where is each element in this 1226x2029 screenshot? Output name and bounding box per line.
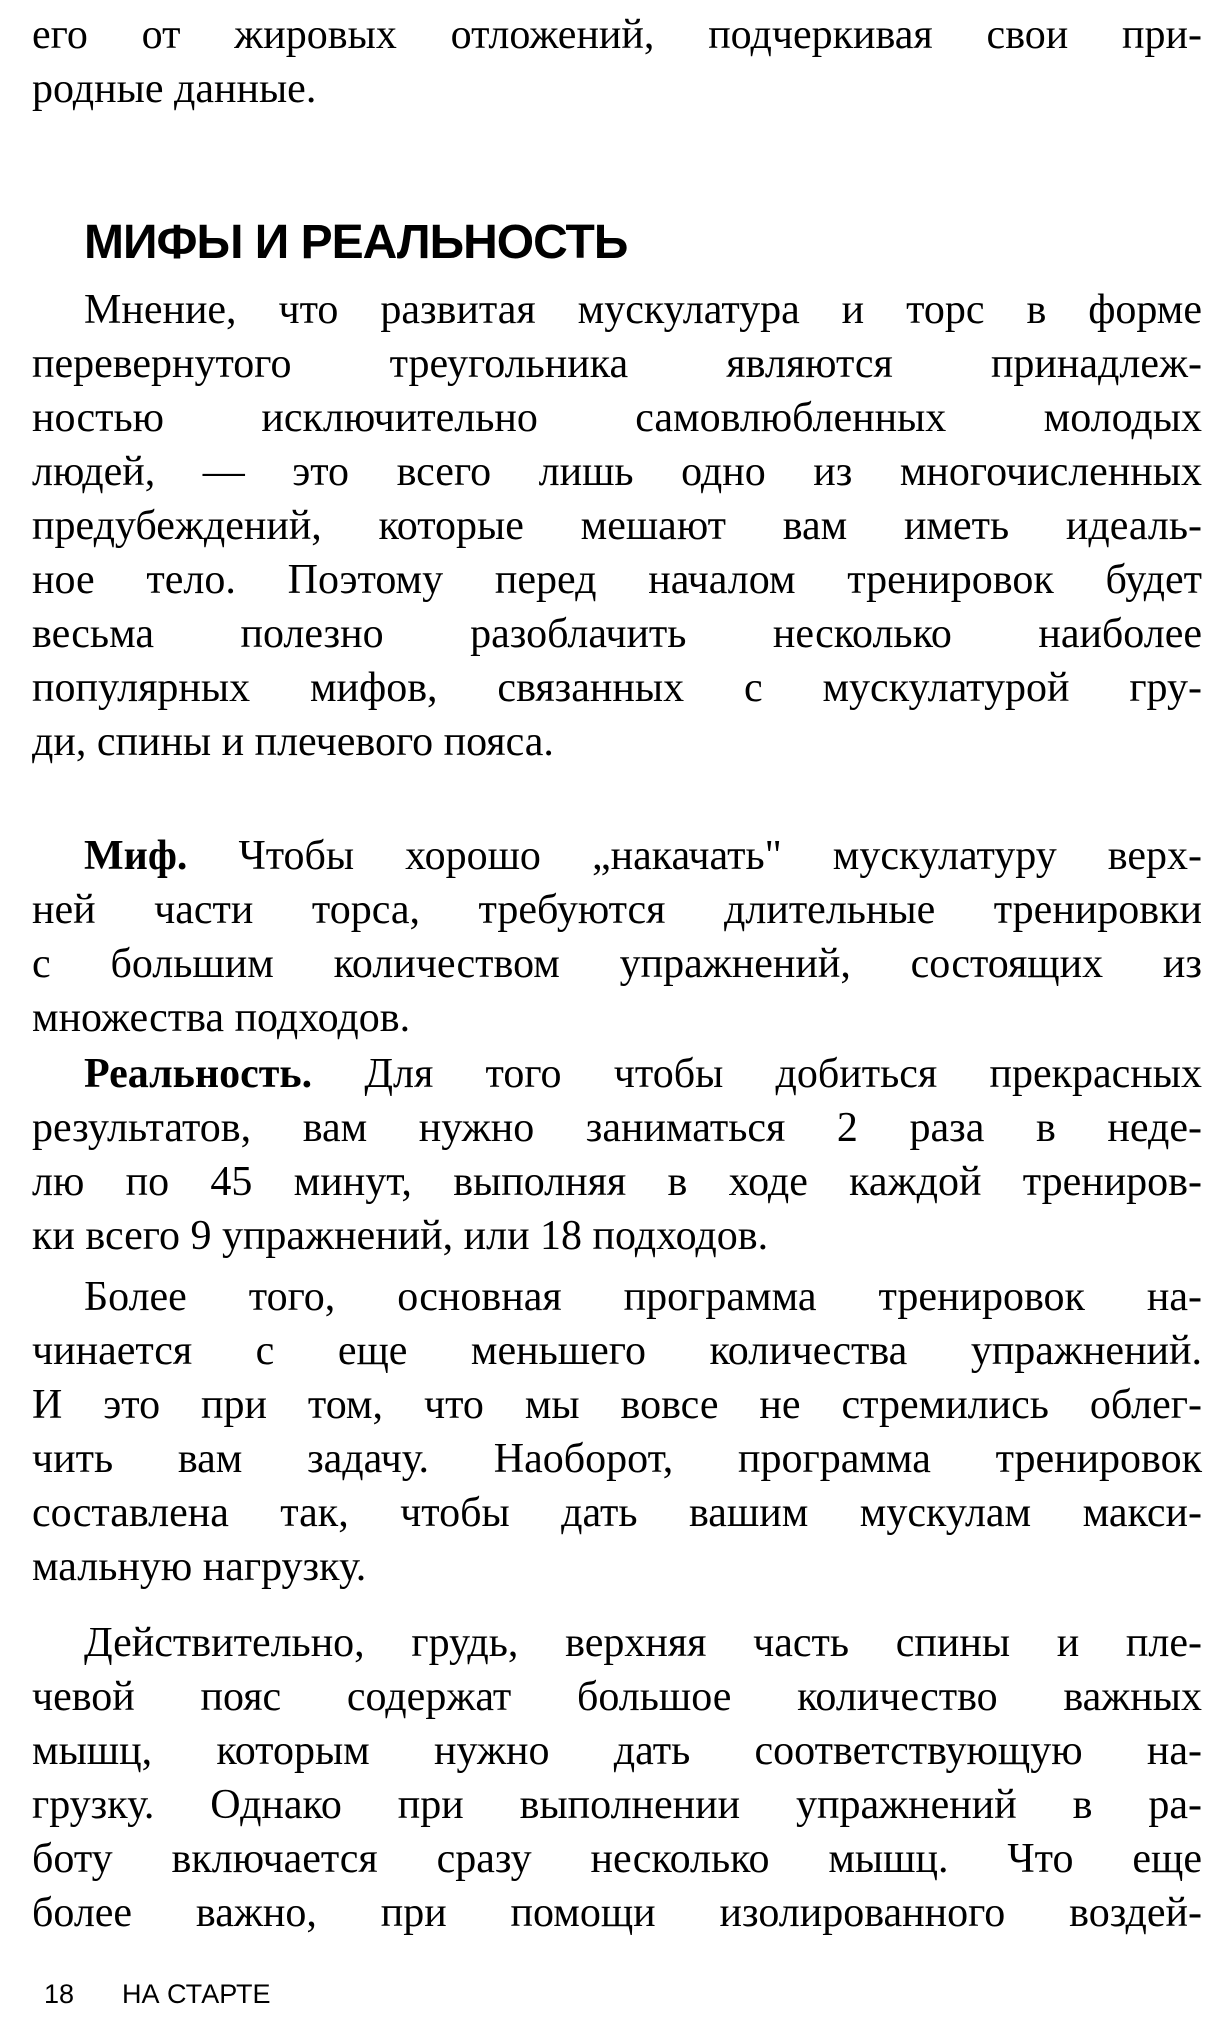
text-line: И это при том, что мы вовсе не стремились облег- — [32, 1382, 1202, 1428]
text-line: ки всего 9 упражнений, или 18 подходов. — [32, 1213, 769, 1259]
text-line: составлена так, чтобы дать вашим мускулам макси- — [32, 1490, 1202, 1536]
text-line: Мнение, что развитая мускулатура и торс в форме — [84, 287, 1202, 333]
text-line: Более того, основная программа тренировок на- — [84, 1274, 1202, 1320]
text-line: ней части торса, требуются длительные тренировки — [32, 887, 1202, 933]
text-line: мышц, которым нужно дать соответствующую на- — [32, 1728, 1202, 1774]
text-line: Действительно, грудь, верхняя часть спины и пле- — [84, 1620, 1202, 1666]
text-line: ное тело. Поэтому перед началом тренировок будет — [32, 557, 1202, 603]
text-line — [32, 829, 1202, 883]
paragraph-program — [32, 1270, 1202, 1594]
paragraph-myths-intro — [32, 283, 1202, 769]
text-line: грузку. Однако при выполнении упражнений в ра- — [32, 1782, 1202, 1828]
text-line: чить вам задачу. Наоборот, программа тренировок — [32, 1436, 1202, 1482]
text-line: результатов, вам нужно заниматься 2 раза в неде- — [32, 1105, 1202, 1151]
text-line: родные данные. — [32, 66, 317, 112]
myth-label: Миф. — [84, 833, 188, 879]
text-line: лю по 45 минут, выполняя в ходе каждой трениров- — [32, 1159, 1202, 1205]
myth-paragraph — [32, 829, 1202, 1045]
text-line — [32, 1047, 1202, 1101]
page-number: 18 — [44, 1979, 75, 2009]
text-line: ностью исключительно самовлюбленных молодых — [32, 395, 1202, 441]
myth-first-line: Чтобы хорошо „накачать" мускулатуру верх- — [187, 833, 1202, 879]
text-line: предубеждений, которые мешают вам иметь идеаль- — [32, 503, 1202, 549]
running-section-title: НА СТАРТЕ — [122, 1979, 271, 2009]
text-line: более важно, при помощи изолированного воздей- — [32, 1890, 1202, 1936]
reality-first-line: Для того чтобы добиться прекрасных — [312, 1051, 1202, 1097]
reality-paragraph — [32, 1047, 1202, 1263]
text-line: чевой пояс содержат большое количество важных — [32, 1674, 1202, 1720]
text-line: множества подходов. — [32, 995, 411, 1041]
section-heading: МИФЫ И РЕАЛЬНОСТЬ — [84, 216, 628, 269]
text-line: людей, — это всего лишь одно из многочисленных — [32, 449, 1202, 495]
text-line: популярных мифов, связанных с мускулатурой гру- — [32, 665, 1202, 711]
page-footer — [44, 1978, 271, 2010]
text-line: мальную нагрузку. — [32, 1544, 367, 1590]
text-line: его от жировых отложений, подчеркивая свои при- — [32, 12, 1202, 58]
text-line: ди, спины и плечевого пояса. — [32, 719, 554, 765]
text-line: перевернутого треугольника являются принадлеж- — [32, 341, 1202, 387]
text-line: весьма полезно разоблачить несколько наиболее — [32, 611, 1202, 657]
reality-label: Реальность. — [84, 1051, 313, 1097]
text-line: боту включается сразу несколько мышц. Что еще — [32, 1836, 1202, 1882]
text-line: чинается с еще меньшего количества упражнений. — [32, 1328, 1202, 1374]
paragraph-muscles — [32, 1616, 1202, 1940]
text-line: с большим количеством упражнений, состоящих из — [32, 941, 1202, 987]
intro-paragraph — [32, 8, 1202, 116]
